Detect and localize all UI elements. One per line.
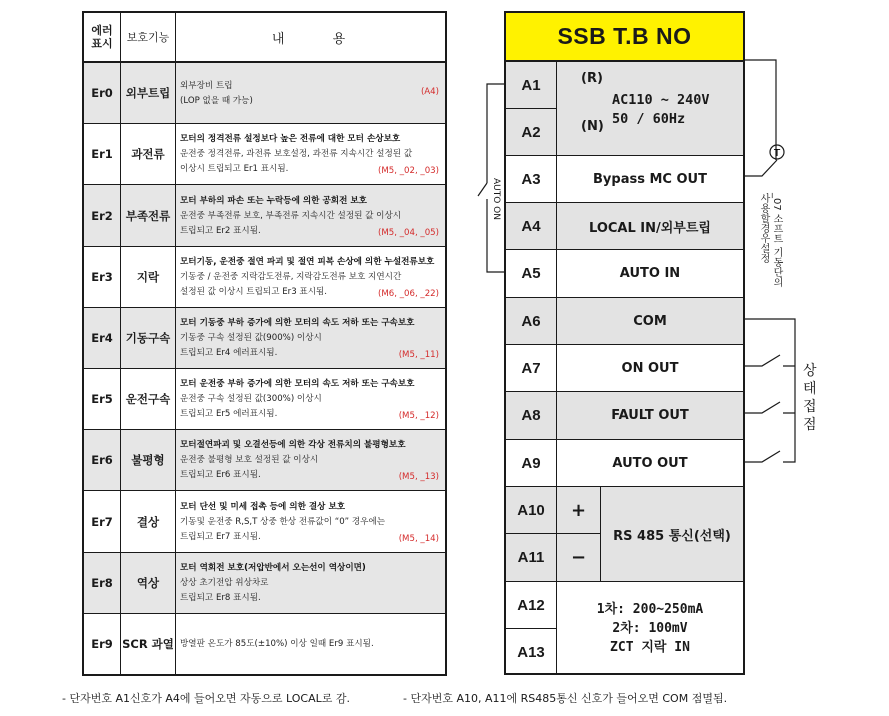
minus-sign: − — [557, 534, 601, 582]
zct-cell — [557, 582, 743, 675]
zct-primary: 1차: 200~250mA — [596, 602, 704, 617]
table-row — [84, 614, 445, 674]
power-voltage: AC110 ~ 240V — [612, 92, 710, 108]
fault-out-label: FAULT OUT — [557, 392, 743, 440]
table-row — [84, 369, 445, 430]
bypass-out-label: Bypass MC OUT — [557, 156, 743, 203]
status-contact-label: 상 태 접 점 — [803, 363, 817, 433]
thermostat-icon — [770, 145, 784, 159]
power-r-label: (R) — [581, 71, 603, 86]
terminal-a2: A2 — [506, 109, 557, 156]
protection-description — [176, 614, 445, 674]
description-line: 운전중 부족전류 보호, 부족전류 지속시간 설정된 값 이상시 — [180, 210, 402, 221]
header-code: 에러 표시 — [84, 13, 121, 61]
footnote-right: - 단자번호 A10, A11에 RS485통신 신호가 들어오면 COM 점멸됨. — [403, 692, 728, 705]
description-line: 이상시 트립되고 Er1 표시됨. — [180, 164, 289, 175]
protection-function: 부족전류 — [121, 185, 176, 245]
parameter-reference: (M5, _14) — [398, 533, 439, 544]
description-line: 모터 단선 및 미세 접촉 등에 의한 결상 보호 — [180, 501, 346, 512]
parameter-reference: (M5, _12) — [398, 411, 439, 422]
description-line: 모터의 정격전류 설정보다 높은 전류에 대한 모터 손상보호 — [180, 134, 401, 145]
description-line: 트립되고 Er2 표시됨. — [180, 225, 261, 236]
local-in-label: LOCAL IN/외부트립 — [557, 203, 743, 250]
protection-description — [176, 124, 445, 184]
header-function: 보호기능 — [121, 13, 176, 61]
protection-function: SCR 과열 — [121, 614, 176, 674]
terminal-a7: A7 — [506, 345, 557, 392]
table-row — [84, 185, 445, 246]
description-line: 외부장비 트립 — [180, 80, 233, 91]
terminal-a12: A12 — [506, 582, 557, 629]
description-line: 모터 부하의 파손 또는 누락등에 의한 공회전 보호 — [180, 195, 367, 206]
parameter-reference: (M5, _11) — [398, 350, 439, 361]
protection-description — [176, 369, 445, 429]
power-cell — [557, 62, 743, 156]
description-line: 기동및 운전중 R,S,T 상중 한상 전류값이 “0” 경우에는 — [180, 516, 386, 527]
description-line: 모터기동, 운전중 절연 파괴 및 절연 피복 손상에 의한 누설전류보호 — [180, 256, 435, 267]
description-line: 트립되고 Er5 에러표시됨. — [180, 409, 278, 420]
table-row — [84, 308, 445, 369]
auto-on-wire-top — [487, 84, 504, 183]
error-code: Er9 — [84, 614, 121, 674]
parameter-reference: (M5, _02, _03) — [378, 166, 439, 177]
auto-on-label: AUTO ON — [491, 178, 501, 221]
description-line: 트립되고 Er8 표시됨. — [180, 592, 261, 603]
protection-function: 기동구속 — [121, 308, 176, 368]
terminal-a1: A1 — [506, 62, 557, 109]
description-line: 운전중 불평형 보호 설정된 값 이상시 — [180, 455, 319, 466]
parameter-reference: (M5, _13) — [398, 472, 439, 483]
com-bus-wire — [745, 319, 795, 462]
error-code: Er4 — [84, 308, 121, 368]
error-code: Er3 — [84, 247, 121, 307]
thermostat-symbol: T — [773, 148, 781, 159]
protection-function: 과전류 — [121, 124, 176, 184]
error-code: Er8 — [84, 553, 121, 613]
table-row — [84, 124, 445, 185]
protection-description — [176, 491, 445, 551]
plus-sign: + — [557, 487, 601, 534]
protection-function: 운전구속 — [121, 369, 176, 429]
table-row — [84, 491, 445, 552]
description-line: (LOP 없을 때 가능) — [180, 95, 253, 106]
terminal-a11: A11 — [506, 534, 557, 582]
power-n-label: (N) — [581, 119, 604, 134]
terminal-a6: A6 — [506, 298, 557, 345]
on-out-label: ON OUT — [557, 345, 743, 392]
description-line: 모터 역회전 보호(저압반에서 오는선이 역상이면) — [180, 562, 366, 573]
zct-secondary: 2차: 100mV — [612, 621, 688, 636]
protection-description — [176, 185, 445, 245]
auto-out-label: AUTO OUT — [557, 440, 743, 487]
zct-ground-fault: ZCT 지락 IN — [610, 640, 690, 655]
parameter-reference: (M5, _04, _05) — [378, 227, 439, 238]
header-description-text: 내 용 — [271, 32, 348, 47]
soft-start-note: _07 소프트 기동단의 사용할경우설정 — [758, 193, 782, 288]
protection-table — [82, 11, 447, 676]
terminal-grid — [506, 62, 743, 673]
footnote-left: - 단자번호 A1신호가 A4에 들어오면 자동으로 LOCAL로 감. — [62, 692, 350, 705]
auto-in-label: AUTO IN — [557, 250, 743, 298]
terminal-a8: A8 — [506, 392, 557, 440]
description-line: 기동중 구속 설정된 값(900%) 이상시 — [180, 332, 322, 343]
protection-function: 불평형 — [121, 430, 176, 490]
table-row — [84, 430, 445, 491]
error-code: Er6 — [84, 430, 121, 490]
terminal-a3: A3 — [506, 156, 557, 203]
description-line: 상상 초기전압 위상차로 — [180, 577, 269, 588]
description-line: 운전중 구속 설정된 값(300%) 이상시 — [180, 394, 322, 405]
terminal-a13: A13 — [506, 629, 557, 675]
protection-function: 지락 — [121, 247, 176, 307]
description-line: 트립되고 Er7 표시됨. — [180, 531, 261, 542]
description-line: 모터절연파괴 및 오결선등에 의한 각상 전류치의 불평형보호 — [180, 440, 406, 451]
protection-description — [176, 430, 445, 490]
protection-function: 역상 — [121, 553, 176, 613]
terminal-block — [504, 11, 745, 675]
description-line: 설정된 값 이상시 트립되고 Er3 표시됨. — [180, 286, 328, 297]
protection-description — [176, 63, 445, 123]
protection-function: 외부트립 — [121, 63, 176, 123]
description-line: 모터 기동중 부하 증가에 의한 모터의 속도 저하 또는 구속보호 — [180, 317, 415, 328]
on-out-contact — [745, 355, 795, 366]
terminal-a4: A4 — [506, 203, 557, 250]
table-row — [84, 553, 445, 614]
terminal-a5: A5 — [506, 250, 557, 298]
header-description — [176, 13, 445, 61]
terminal-a9: A9 — [506, 440, 557, 487]
protection-description — [176, 247, 445, 307]
error-code: Er7 — [84, 491, 121, 551]
protection-description — [176, 553, 445, 613]
description-line: 방열판 온도가 85도(±10%) 이상 일때 Er9 표시됨. — [180, 638, 374, 649]
error-code: Er1 — [84, 124, 121, 184]
terminal-block-title: SSB T.B NO — [506, 13, 743, 62]
error-code: Er2 — [84, 185, 121, 245]
description-line: 트립되고 Er6 표시됨. — [180, 470, 261, 481]
auto-on-switch-blade — [478, 183, 487, 196]
table-body — [84, 63, 445, 674]
description-line: 운전중 정격전류, 과전류 보호설정, 과전류 지속시간 설정된 값 — [180, 149, 413, 160]
parameter-reference: (A4) — [420, 87, 439, 98]
fault-out-contact — [745, 402, 795, 413]
error-code: Er5 — [84, 369, 121, 429]
bypass-wire — [745, 60, 777, 176]
table-row — [84, 247, 445, 308]
table-row — [84, 63, 445, 124]
protection-description — [176, 308, 445, 368]
power-frequency: 50 / 60Hz — [612, 111, 686, 127]
rs485-label: RS 485 통신(선택) — [601, 487, 743, 582]
parameter-reference: (M6, _06, _22) — [378, 288, 439, 299]
description-line: 모터 운전중 부하 증가에 의한 모터의 속도 저하 또는 구속보호 — [180, 379, 415, 390]
terminal-a10: A10 — [506, 487, 557, 534]
protection-function: 결상 — [121, 491, 176, 551]
description-line: 트립되고 Er4 에러표시됨. — [180, 347, 278, 358]
com-label: COM — [557, 298, 743, 345]
error-code: Er0 — [84, 63, 121, 123]
table-header — [84, 13, 445, 63]
description-line: 기동중 / 운전중 지락감도전류, 지락감도전류 보호 지연시간 — [180, 271, 402, 282]
auto-out-contact — [745, 451, 780, 462]
